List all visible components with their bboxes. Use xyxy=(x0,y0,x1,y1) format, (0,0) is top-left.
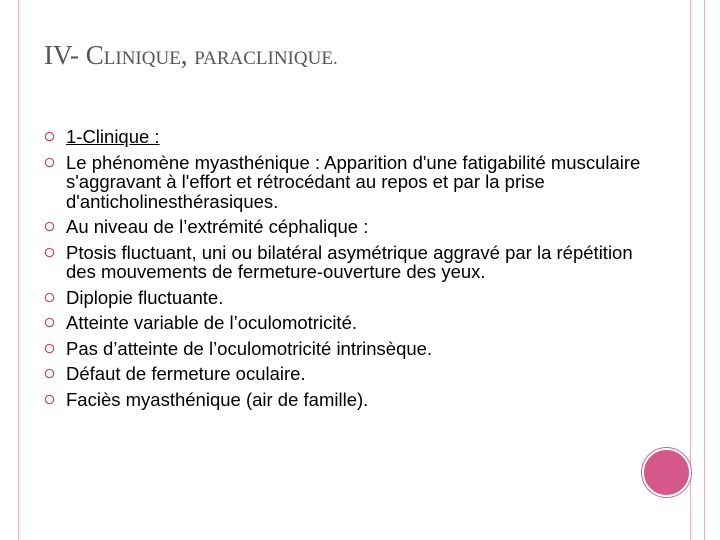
bullet-list xyxy=(44,127,644,415)
ring-bullet-icon xyxy=(44,221,55,232)
bullet-item xyxy=(44,127,644,147)
bullet-text: Ptosis fluctuant, uni ou bilatéral asymétrique aggravé par la répétition des mouvements de fermeture-ouverture des yeux. xyxy=(66,241,633,282)
ring-bullet-icon xyxy=(44,394,55,405)
ring-bullet-icon xyxy=(44,368,55,379)
frame-line-right-inner xyxy=(690,0,691,540)
bullet-item xyxy=(44,390,644,410)
bullet-item xyxy=(44,313,644,333)
bullet-item xyxy=(44,288,644,308)
bullet-item xyxy=(44,243,644,282)
title-rest-2: PARACLINIQUE. xyxy=(194,48,338,69)
bullet-text: Défaut de fermeture oculaire. xyxy=(66,363,306,384)
frame-line-left xyxy=(18,0,19,540)
bullet-item xyxy=(44,339,644,359)
decorative-circle xyxy=(642,448,691,497)
bullet-item xyxy=(44,364,644,384)
ring-bullet-icon xyxy=(44,317,55,328)
bullet-text: Faciès myasthénique (air de famille). xyxy=(66,388,369,410)
bullet-item xyxy=(44,153,644,212)
ring-bullet-icon xyxy=(44,157,55,168)
bullet-text: Au niveau de l’extrémité céphalique : xyxy=(66,216,369,237)
bullet-text: Pas d’atteinte de l’oculomotricité intrinsèque. xyxy=(66,337,433,359)
title-rest-1: LINIQUE xyxy=(103,48,181,69)
ring-bullet-icon xyxy=(44,247,55,258)
slide-title xyxy=(44,40,338,71)
title-prefix: IV- C xyxy=(44,40,104,70)
bullet-text: Diplopie fluctuante. xyxy=(66,286,224,308)
bullet-text: Le phénomène myasthénique : Apparition d'une fatigabilité musculaire s'aggravant à l'effort et rétrocédant au repos et par la prise d'anticholinesthérasiques. xyxy=(66,151,641,212)
frame-line-right-outer xyxy=(704,0,705,540)
title-separator: , xyxy=(180,40,195,70)
bullet-item xyxy=(44,217,644,237)
bullet-text: 1-Clinique : xyxy=(66,126,160,147)
bullet-text: Atteinte variable de l’oculomotricité. xyxy=(66,312,358,333)
ring-bullet-icon xyxy=(44,131,55,142)
ring-bullet-icon xyxy=(44,292,55,303)
ring-bullet-icon xyxy=(44,343,55,354)
